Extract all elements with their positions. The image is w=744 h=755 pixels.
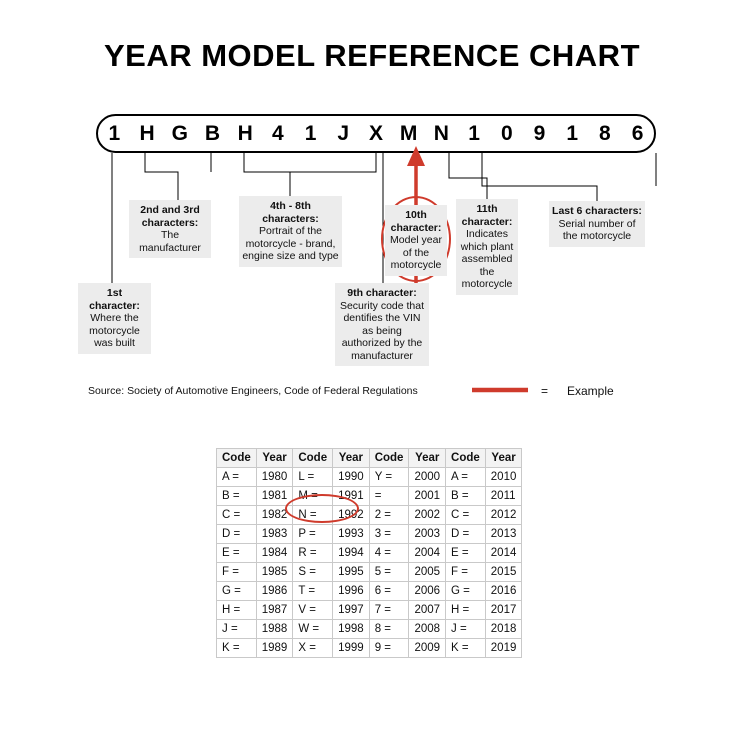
vin-char: 9 <box>533 122 546 145</box>
page-title: YEAR MODEL REFERENCE CHART <box>103 38 641 73</box>
code-cell: Y = <box>369 468 409 487</box>
year-cell: 1994 <box>333 544 370 563</box>
year-cell: 1986 <box>256 582 293 601</box>
vin-char: G <box>171 122 188 145</box>
code-cell: C = <box>217 506 257 525</box>
callout-last-6-characters <box>549 201 645 247</box>
year-cell: 1982 <box>256 506 293 525</box>
code-cell: H = <box>217 601 257 620</box>
callout-4th-8th-characters <box>239 196 342 267</box>
callout-heading: 2nd and 3rd characters: <box>140 204 200 229</box>
table-row <box>217 525 522 544</box>
year-cell: 2018 <box>485 620 522 639</box>
table-row <box>217 544 522 563</box>
code-cell: 6 = <box>369 582 409 601</box>
code-cell: S = <box>293 563 333 582</box>
legend-example-label: Example <box>567 384 614 398</box>
callout-heading: 4th - 8th characters: <box>262 200 319 225</box>
callout-10th-character <box>385 205 447 276</box>
code-cell: D = <box>217 525 257 544</box>
code-cell: 3 = <box>369 525 409 544</box>
callout-body: Model year of the motorcycle <box>390 234 442 271</box>
year-cell: 2006 <box>409 582 446 601</box>
vin-capsule <box>96 114 656 153</box>
source-note: Source: Society of Automotive Engineers, Code of Federal Regulations <box>88 385 418 397</box>
column-header: Year <box>485 449 522 468</box>
code-cell: C = <box>446 506 486 525</box>
code-cell: A = <box>217 468 257 487</box>
year-cell: 2015 <box>485 563 522 582</box>
vin-char: X <box>368 122 383 145</box>
callout-heading: 9th character: <box>347 287 417 299</box>
year-cell: 2004 <box>409 544 446 563</box>
code-cell: J = <box>217 620 257 639</box>
vin-char: H <box>237 122 253 145</box>
code-cell: F = <box>217 563 257 582</box>
code-cell: B = <box>217 487 257 506</box>
vin-char: 4 <box>272 122 284 145</box>
year-cell: 1993 <box>333 525 370 544</box>
code-cell: 9 = <box>369 639 409 658</box>
year-cell: 1980 <box>256 468 293 487</box>
table-row <box>217 601 522 620</box>
year-cell: 2013 <box>485 525 522 544</box>
code-cell: M = <box>293 487 333 506</box>
year-cell: 1991 <box>333 487 370 506</box>
year-cell: 2012 <box>485 506 522 525</box>
vin-char: M <box>399 122 418 145</box>
code-cell: V = <box>293 601 333 620</box>
table-row <box>217 468 522 487</box>
year-cell: 1995 <box>333 563 370 582</box>
column-header: Code <box>217 449 257 468</box>
code-cell: D = <box>446 525 486 544</box>
year-cell: 2001 <box>409 487 446 506</box>
callout-1st-character <box>78 283 151 354</box>
callout-body: Security code that dentifies the VIN as being authorized by the manufacturer <box>339 299 425 362</box>
column-header: Year <box>409 449 446 468</box>
year-cell: 1998 <box>333 620 370 639</box>
callout-body: Indicates which plant assembled the motorcycle <box>460 228 514 290</box>
vin-char: N <box>433 122 449 145</box>
callout-2nd-3rd-characters <box>129 200 211 258</box>
table-row <box>217 487 522 506</box>
code-cell: A = <box>446 468 486 487</box>
table-row <box>217 639 522 658</box>
year-cell: 2002 <box>409 506 446 525</box>
table-row <box>217 582 522 601</box>
code-cell: 4 = <box>369 544 409 563</box>
year-cell: 2014 <box>485 544 522 563</box>
column-header: Year <box>333 449 370 468</box>
code-cell: 5 = <box>369 563 409 582</box>
year-cell: 2008 <box>409 620 446 639</box>
year-cell: 2000 <box>409 468 446 487</box>
year-cell: 1997 <box>333 601 370 620</box>
code-cell: L = <box>293 468 333 487</box>
callout-9th-character <box>335 283 429 366</box>
table-header-row <box>217 449 522 468</box>
vin-char: 1 <box>566 122 579 145</box>
code-cell: G = <box>446 582 486 601</box>
callout-body: Where the motorcycle was built <box>89 312 140 349</box>
table-row <box>217 506 522 525</box>
year-cell: 2005 <box>409 563 446 582</box>
column-header: Code <box>293 449 333 468</box>
vin-char: 1 <box>304 122 317 145</box>
code-cell: = <box>369 487 409 506</box>
table-row <box>217 563 522 582</box>
code-cell: K = <box>217 639 257 658</box>
year-cell: 2011 <box>485 487 522 506</box>
code-cell: G = <box>217 582 257 601</box>
code-cell: K = <box>446 639 486 658</box>
callout-heading: Last 6 characters: <box>552 205 642 217</box>
year-cell: 1996 <box>333 582 370 601</box>
year-cell: 1981 <box>256 487 293 506</box>
code-cell: E = <box>217 544 257 563</box>
year-cell: 1989 <box>256 639 293 658</box>
code-cell: B = <box>446 487 486 506</box>
code-cell: E = <box>446 544 486 563</box>
callout-11th-character <box>456 199 518 295</box>
code-cell: P = <box>293 525 333 544</box>
year-cell: 1983 <box>256 525 293 544</box>
code-cell: W = <box>293 620 333 639</box>
year-cell: 2019 <box>485 639 522 658</box>
vin-char: J <box>337 122 350 145</box>
code-year-table <box>216 448 522 658</box>
year-cell: 2017 <box>485 601 522 620</box>
year-cell: 2016 <box>485 582 522 601</box>
callout-heading: 10th character: <box>390 209 442 234</box>
vin-char: 1 <box>108 122 121 145</box>
code-cell: 2 = <box>369 506 409 525</box>
year-cell: 2003 <box>409 525 446 544</box>
vin-char: H <box>139 122 155 145</box>
code-cell: R = <box>293 544 333 563</box>
code-cell: 8 = <box>369 620 409 639</box>
year-cell: 2009 <box>409 639 446 658</box>
code-cell: F = <box>446 563 486 582</box>
year-cell: 1999 <box>333 639 370 658</box>
table-row <box>217 620 522 639</box>
vin-char: 0 <box>500 122 513 145</box>
legend-equals-sign: = <box>541 384 549 398</box>
year-cell: 2007 <box>409 601 446 620</box>
vin-char: 6 <box>631 122 644 145</box>
year-cell: 1987 <box>256 601 293 620</box>
code-cell: J = <box>446 620 486 639</box>
column-header: Year <box>256 449 293 468</box>
code-cell: H = <box>446 601 486 620</box>
year-cell: 1985 <box>256 563 293 582</box>
vin-char: B <box>204 122 221 145</box>
column-header: Code <box>369 449 409 468</box>
year-cell: 1988 <box>256 620 293 639</box>
code-cell: T = <box>293 582 333 601</box>
vin-char: 1 <box>468 122 480 145</box>
column-header: Code <box>446 449 486 468</box>
code-cell: X = <box>293 639 333 658</box>
year-cell: 1990 <box>333 468 370 487</box>
year-cell: 1992 <box>333 506 370 525</box>
vin-char: 8 <box>599 122 611 145</box>
callout-heading: 1st character: <box>89 287 140 312</box>
callout-body: Serial number of the motorcycle <box>558 217 636 242</box>
year-cell: 1984 <box>256 544 293 563</box>
year-cell: 2010 <box>485 468 522 487</box>
callout-body: Portrait of the motorcycle - brand, engine size and type <box>242 225 339 262</box>
callout-body: The manufacturer <box>139 229 201 254</box>
code-cell: 7 = <box>369 601 409 620</box>
code-cell: N = <box>293 506 333 525</box>
callout-heading: 11th character: <box>461 203 513 228</box>
